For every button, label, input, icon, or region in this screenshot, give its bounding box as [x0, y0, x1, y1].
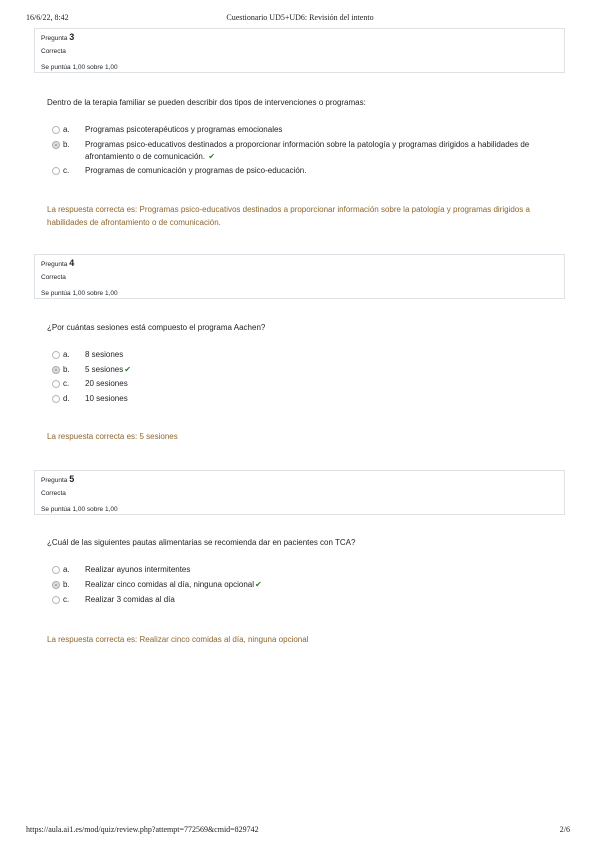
answer-letter: c. [63, 166, 70, 175]
check-icon: ✔ [124, 365, 131, 374]
check-icon: ✔ [255, 580, 262, 589]
correct-answer-feedback: La respuesta correcta es: Programas psico-educativos destinados a proporcionar información sobre la patología y programas dirigidos a habilidades de afrontamiento o de comunicación. [47, 205, 530, 227]
question-number-value: 5 [69, 474, 75, 484]
answer-text: 10 sesiones [85, 394, 128, 403]
question-number-value: 4 [69, 258, 75, 268]
print-title: Cuestionario UD5+UD6: Revisión del intento [226, 13, 374, 22]
question-grade: Se puntúa 1,00 sobre 1,00 [41, 290, 118, 297]
answer-text-wrap [85, 139, 560, 163]
answer-letter: c. [63, 595, 70, 604]
answer-letter: b. [63, 580, 70, 589]
radio-button[interactable] [52, 167, 60, 175]
question-label: Pregunta [41, 477, 68, 484]
answer-text: Realizar 3 comidas al día [85, 595, 175, 604]
answer-text: Programas de comunicación y programas de psico-educación. [85, 166, 307, 175]
answer-letter: c. [63, 379, 70, 388]
answer-text-wrap [85, 579, 560, 591]
answer-letter: a. [63, 350, 70, 359]
answer-text: 20 sesiones [85, 379, 128, 388]
radio-button[interactable] [52, 126, 60, 134]
answer-letter: d. [63, 394, 70, 403]
answer-text: 5 sesiones [85, 365, 124, 374]
answer-text: Realizar ayunos intermitentes [85, 565, 191, 574]
correct-answer-feedback: La respuesta correcta es: 5 sesiones [47, 432, 178, 441]
print-url: https://aula.ai1.es/mod/quiz/review.php?attempt=772569&cmid=829742 [26, 825, 259, 834]
answer-text: 8 sesiones [85, 350, 124, 359]
answer-text: Programas psico-educativos destinados a proporcionar información sobre la patología y programas dirigidos a habilidades de afrontamiento o de comunicación. [85, 140, 530, 161]
question-grade: Se puntúa 1,00 sobre 1,00 [41, 506, 118, 513]
answer-text: Realizar cinco comidas al día, ninguna opcional [85, 580, 254, 589]
question-grade: Se puntúa 1,00 sobre 1,00 [41, 64, 118, 71]
question-number-value: 3 [69, 32, 75, 42]
radio-button[interactable] [52, 351, 60, 359]
answer-letter: a. [63, 125, 70, 134]
answer-text-wrap [85, 364, 560, 376]
print-datetime: 16/6/22, 8:42 [26, 13, 69, 22]
question-label: Pregunta [41, 261, 68, 268]
radio-button-selected[interactable] [52, 366, 60, 374]
question-state: Correcta [41, 274, 66, 281]
question-label: Pregunta [41, 35, 68, 42]
question-text: ¿Por cuántas sesiones está compuesto el programa Aachen? [47, 323, 266, 332]
correct-answer-feedback: La respuesta correcta es: Realizar cinco comidas al día, ninguna opcional [47, 635, 309, 644]
radio-button[interactable] [52, 380, 60, 388]
print-page-number: 2/6 [559, 825, 570, 834]
radio-button[interactable] [52, 395, 60, 403]
radio-button[interactable] [52, 596, 60, 604]
answer-letter: b. [63, 365, 70, 374]
answer-letter: b. [63, 140, 70, 149]
answer-letter: a. [63, 565, 70, 574]
question-number [41, 32, 74, 42]
question-text: Dentro de la terapia familiar se pueden describir dos tipos de intervenciones o programas: [47, 98, 366, 107]
question-info [34, 470, 565, 515]
radio-button-selected[interactable] [52, 581, 60, 589]
question-state: Correcta [41, 490, 66, 497]
question-number [41, 258, 74, 268]
question-number [41, 474, 74, 484]
question-info [34, 254, 565, 299]
radio-button[interactable] [52, 566, 60, 574]
question-text: ¿Cuál de las siguientes pautas alimentarias se recomienda dar en pacientes con TCA? [47, 538, 356, 547]
question-state: Correcta [41, 48, 66, 55]
radio-button-selected[interactable] [52, 141, 60, 149]
answer-text: Programas psicoterapéuticos y programas emocionales [85, 125, 283, 134]
check-icon: ✔ [208, 152, 216, 161]
question-info [34, 28, 565, 73]
